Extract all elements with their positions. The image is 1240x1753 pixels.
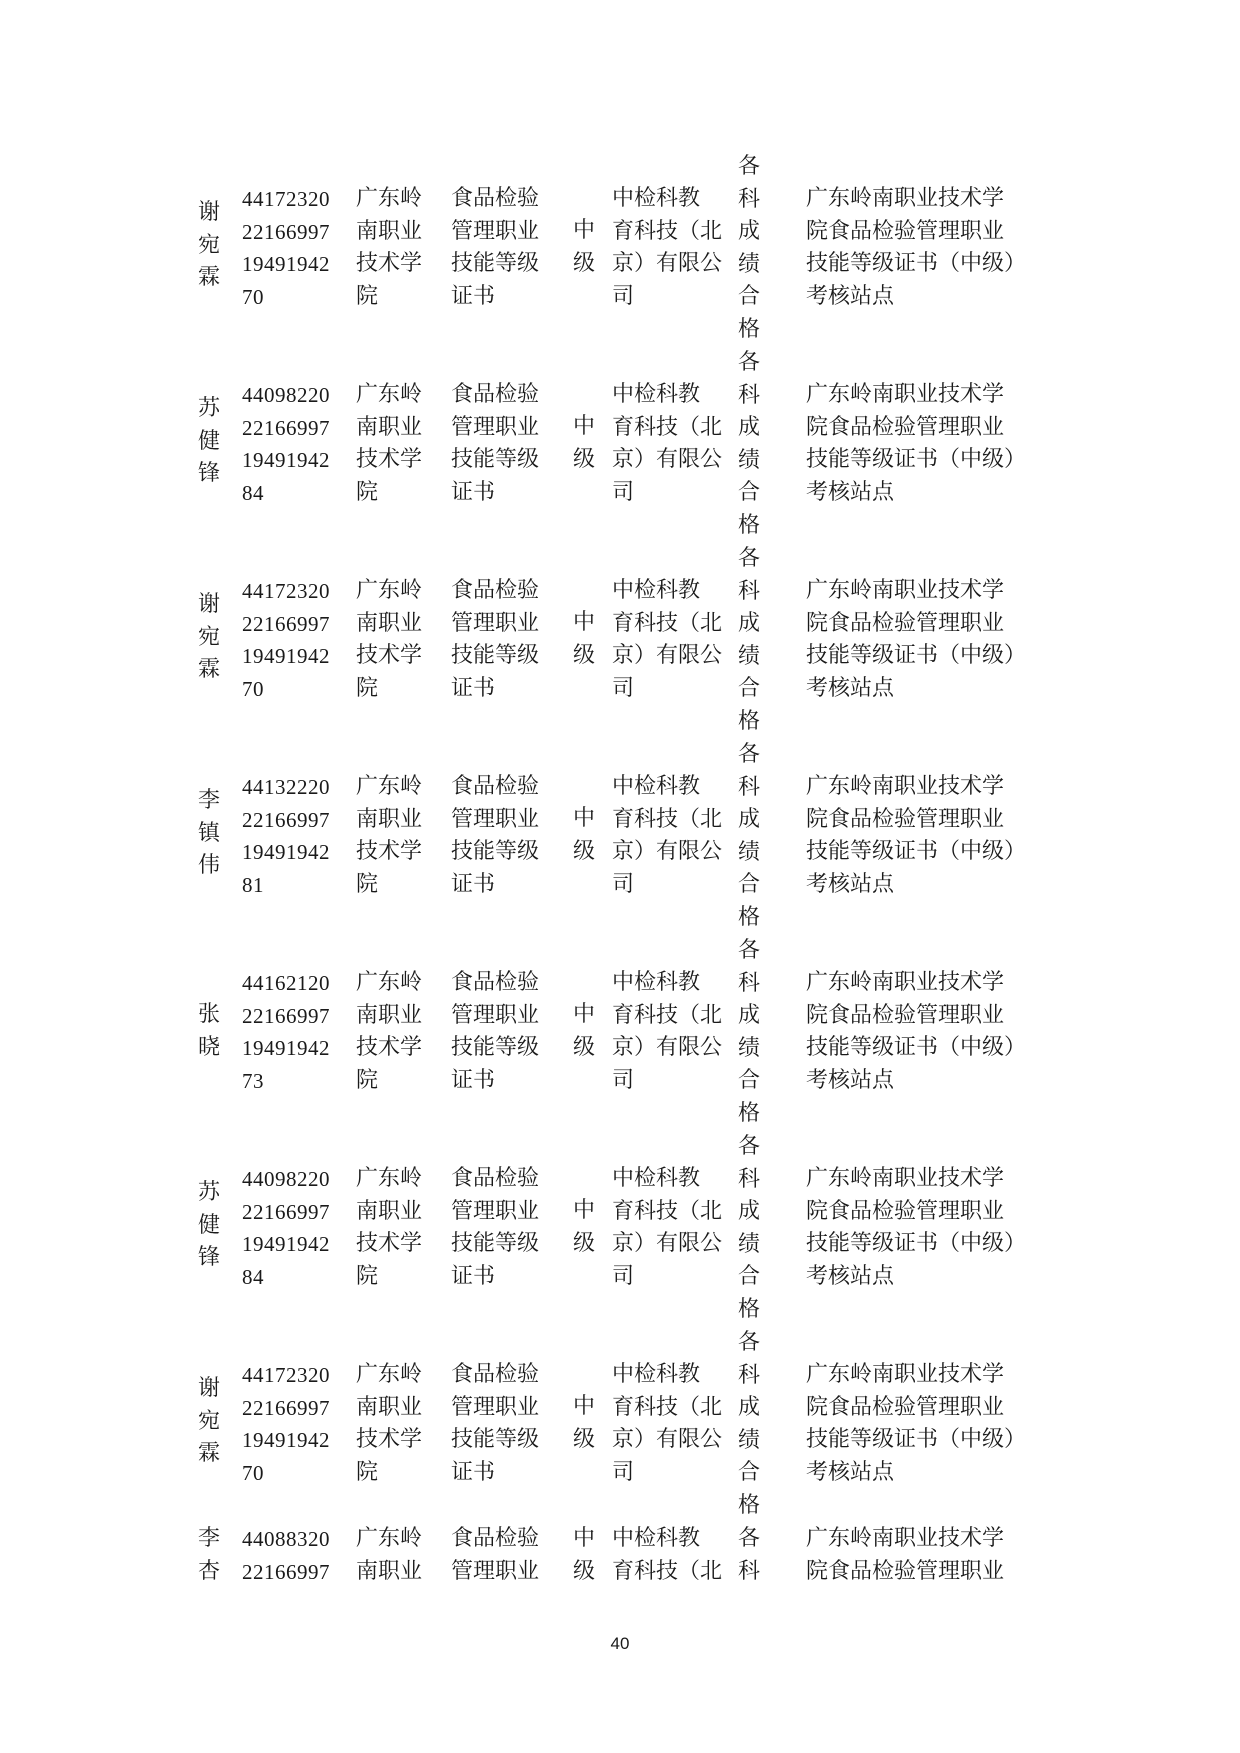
exam-site-cell: 广东岭南职业技术学 院食品检验管理职业 技能等级证书（中级） 考核站点 bbox=[806, 970, 1027, 1093]
school-cell: 广东岭 南职业 技术学 院 bbox=[356, 578, 423, 701]
exam-site-cell: 广东岭南职业技术学 院食品检验管理职业 技能等级证书（中级） 考核站点 bbox=[806, 382, 1027, 505]
exam-site-cell: 广东岭南职业技术学 院食品检验管理职业 技能等级证书（中级） 考核站点 bbox=[806, 1166, 1027, 1289]
issuer-cell: 中检科教 育科技（北 京）有限公 司 bbox=[612, 1166, 723, 1289]
level-cell: 中 级 bbox=[573, 414, 596, 472]
result-cell: 各 科 成 绩 合 格 bbox=[738, 546, 761, 734]
level-cell: 中 级 bbox=[573, 218, 596, 276]
certificate-cell: 食品检验 管理职业 技能等级 证书 bbox=[451, 774, 540, 897]
issuer-cell: 中检科教 育科技（北 京）有限公 司 bbox=[612, 1362, 723, 1485]
level-cell: 中 级 bbox=[573, 1394, 596, 1452]
exam-site-cell: 广东岭南职业技术学 院食品检验管理职业 技能等级证书（中级） 考核站点 bbox=[806, 1362, 1027, 1485]
result-cell: 各 科 成 绩 合 格 bbox=[738, 1134, 761, 1322]
exam-site-cell: 广东岭南职业技术学 院食品检验管理职业 技能等级证书（中级） 考核站点 bbox=[806, 578, 1027, 701]
level-cell: 中 级 bbox=[573, 1198, 596, 1256]
certificate-cell: 食品检验 管理职业 技能等级 证书 bbox=[451, 1362, 540, 1485]
level-cell: 中 级 bbox=[573, 610, 596, 668]
school-cell: 广东岭 南职业 技术学 院 bbox=[356, 186, 423, 309]
school-cell: 广东岭 南职业 技术学 院 bbox=[356, 382, 423, 505]
result-cell: 各 科 bbox=[738, 1526, 761, 1584]
name-cell: 苏 健 锋 bbox=[198, 396, 221, 487]
id-cell: 44098220 22166997 19491942 84 bbox=[242, 383, 330, 505]
id-cell: 44098220 22166997 19491942 84 bbox=[242, 1167, 330, 1289]
issuer-cell: 中检科教 育科技（北 京）有限公 司 bbox=[612, 382, 723, 505]
certificate-cell: 食品检验 管理职业 技能等级 证书 bbox=[451, 1166, 540, 1289]
certificate-cell: 食品检验 管理职业 技能等级 证书 bbox=[451, 578, 540, 701]
result-cell: 各 科 成 绩 合 格 bbox=[738, 938, 761, 1126]
school-cell: 广东岭 南职业 技术学 院 bbox=[356, 970, 423, 1093]
name-cell: 谢 宛 霖 bbox=[198, 200, 221, 291]
id-cell: 44172320 22166997 19491942 70 bbox=[242, 1363, 330, 1485]
name-cell: 李 镇 伟 bbox=[198, 788, 221, 879]
exam-site-cell: 广东岭南职业技术学 院食品检验管理职业 技能等级证书（中级） 考核站点 bbox=[806, 186, 1027, 309]
name-cell: 谢 宛 霖 bbox=[198, 1376, 221, 1467]
issuer-cell: 中检科教 育科技（北 京）有限公 司 bbox=[612, 970, 723, 1093]
result-cell: 各 科 成 绩 合 格 bbox=[738, 1330, 761, 1518]
issuer-cell: 中检科教 育科技（北 京）有限公 司 bbox=[612, 578, 723, 701]
level-cell: 中 级 bbox=[573, 806, 596, 864]
id-cell: 44132220 22166997 19491942 81 bbox=[242, 775, 330, 897]
certificate-cell: 食品检验 管理职业 技能等级 证书 bbox=[451, 186, 540, 309]
exam-site-cell: 广东岭南职业技术学 院食品检验管理职业 技能等级证书（中级） 考核站点 bbox=[806, 774, 1027, 897]
name-cell: 李 杏 bbox=[198, 1526, 221, 1584]
certificate-cell: 食品检验 管理职业 技能等级 证书 bbox=[451, 970, 540, 1093]
school-cell: 广东岭 南职业 技术学 院 bbox=[356, 774, 423, 897]
certificate-cell: 食品检验 管理职业 bbox=[451, 1526, 540, 1584]
result-cell: 各 科 成 绩 合 格 bbox=[738, 154, 761, 342]
issuer-cell: 中检科教 育科技（北 京）有限公 司 bbox=[612, 186, 723, 309]
id-cell: 44088320 22166997 bbox=[242, 1527, 330, 1584]
exam-site-cell: 广东岭南职业技术学 院食品检验管理职业 bbox=[806, 1526, 1005, 1584]
issuer-cell: 中检科教 育科技（北 bbox=[612, 1526, 723, 1584]
id-cell: 44162120 22166997 19491942 73 bbox=[242, 971, 330, 1093]
result-cell: 各 科 成 绩 合 格 bbox=[738, 742, 761, 930]
level-cell: 中 级 bbox=[573, 1002, 596, 1060]
id-cell: 44172320 22166997 19491942 70 bbox=[242, 187, 330, 309]
issuer-cell: 中检科教 育科技（北 京）有限公 司 bbox=[612, 774, 723, 897]
id-cell: 44172320 22166997 19491942 70 bbox=[242, 579, 330, 701]
name-cell: 张 晓 bbox=[198, 1002, 221, 1060]
school-cell: 广东岭 南职业 技术学 院 bbox=[356, 1166, 423, 1289]
school-cell: 广东岭 南职业 bbox=[356, 1526, 423, 1584]
level-cell: 中 级 bbox=[573, 1526, 596, 1584]
name-cell: 苏 健 锋 bbox=[198, 1180, 221, 1271]
school-cell: 广东岭 南职业 技术学 院 bbox=[356, 1362, 423, 1485]
page-number: 40 bbox=[610, 1634, 630, 1653]
result-cell: 各 科 成 绩 合 格 bbox=[738, 350, 761, 538]
certificate-cell: 食品检验 管理职业 技能等级 证书 bbox=[451, 382, 540, 505]
name-cell: 谢 宛 霖 bbox=[198, 592, 221, 683]
